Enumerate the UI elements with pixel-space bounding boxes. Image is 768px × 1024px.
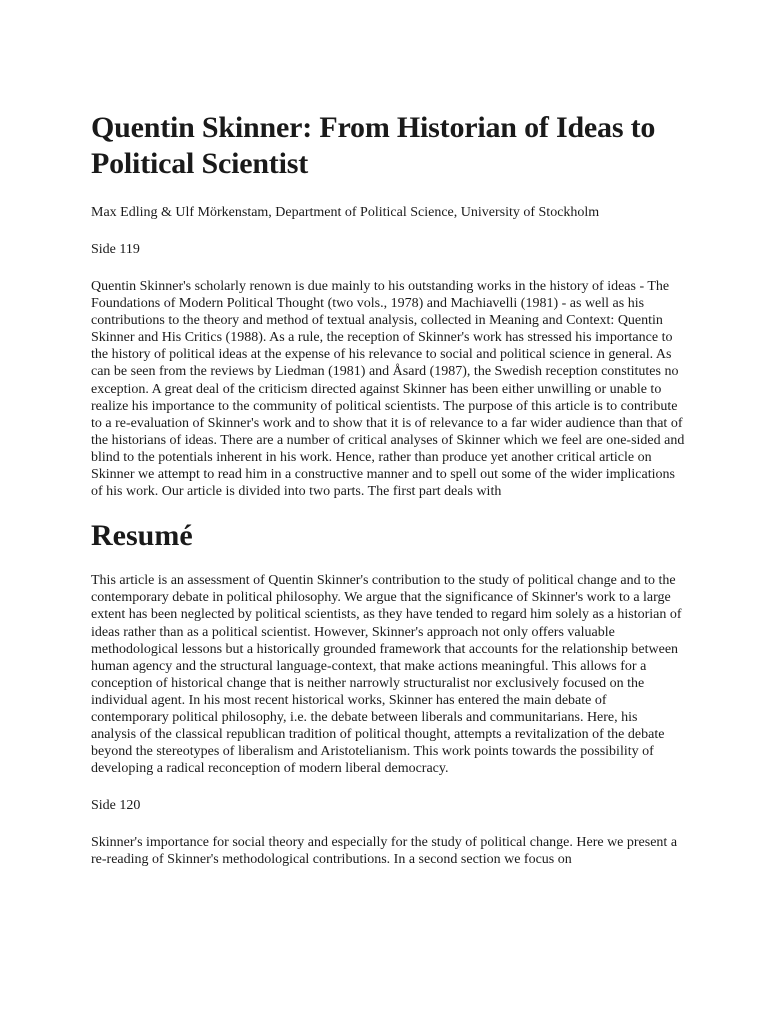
intro-paragraph: Quentin Skinner's scholarly renown is due mainly to his outstanding works in the history of ideas - The Foundations of Modern Political Thought (two vols., 1978) and Machiavelli (1981) - as well as his contributions to the theory and method of textual analysis, collected in Meaning and Context: Quentin Skinner and His Critics (1988). As a rule, the reception of Skinner's work has stressed his importance to the history of political ideas at the expense of his relevance to social and political science in general. As can be seen from the reviews by Liedman (1981) and Åsard (1987), the Swedish reception constitutes no exception. A great deal of the criticism directed against Skinner has been either unwilling or unable to realize his importance to the community of political scientists. The purpose of this article is to contribute to a re-evaluation of Skinner's work and to show that it is of relevance to a far wider audience than that of the historians of ideas. There are a number of critical analyses of Skinner which we feel are one-sided and blind to the potentials inherent in his work. Hence, rather than produce yet another critical article on Skinner we attempt to read him in a constructive manner and to spell out some of the wider implications of his work. Our article is divided into two parts. The first part deals with [91, 279, 685, 500]
page-marker-120: Side 120 [91, 798, 141, 814]
resume-paragraph: This article is an assessment of Quentin Skinner's contribution to the study of political change and to the contemporary debate in political philosophy. We argue that the significance of Skinner's work to a large extent has been neglected by political scientists, as they have tended to regard him solely as a historian of ideas rather than as a political scientist. However, Skinner's approach not only offers valuable methodological lessons but a historically grounded framework that accounts for the relationship between human agency and the structural language-context, that make actions meaningful. This allows for a conception of historical change that is neither narrowly structuralist nor exclusively focused on the individual agent. In his most recent historical works, Skinner has entered the main debate of contemporary political philosophy, i.e. the debate between liberals and communitarians. Here, his analysis of the classical republican tradition of political thought, attempts a revitalization of the debate beyond the stereotypes of liberalism and Aristotelianism. This work points towards the possibility of developing a radical reconception of modern liberal democracy. [91, 573, 682, 777]
page-marker-119: Side 119 [91, 242, 140, 257]
article-body [91, 110, 686, 869]
spacer [91, 777, 686, 797]
continuation-paragraph: Skinner's importance for social theory and especially for the study of political change. Here we present a re-reading of Skinner's methodological contributions. In a second section we focus on [91, 835, 678, 868]
article-title: Quentin Skinner: From Historian of Ideas to Political Scientist [91, 111, 656, 180]
author-line: Max Edling & Ulf Mörkenstam, Department of Political Science, University of Stockholm [91, 205, 600, 220]
resume-heading: Resumé [91, 519, 193, 553]
